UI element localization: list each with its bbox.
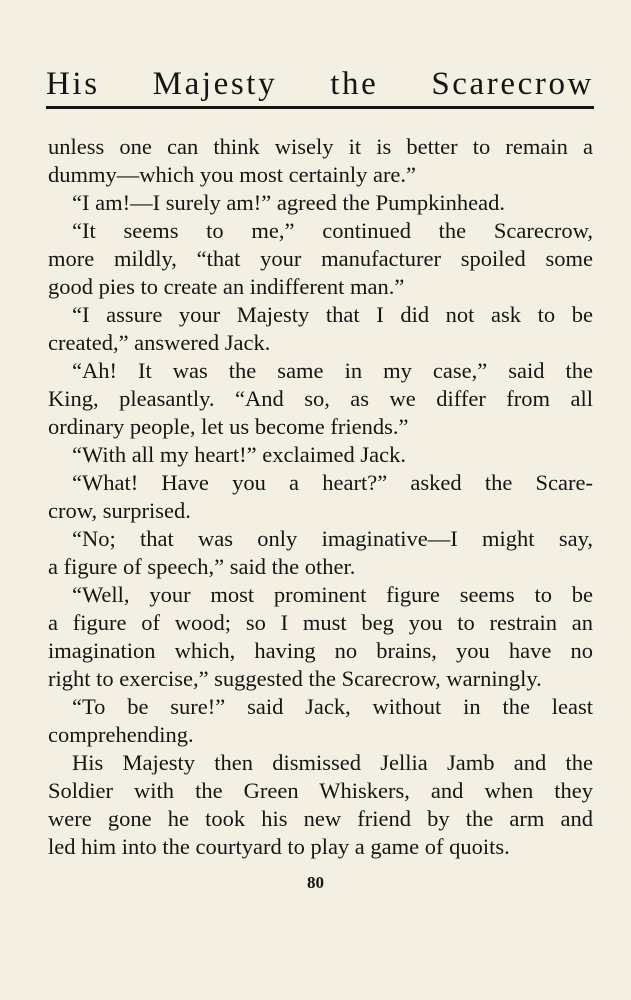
text-line: “Well, your most prominent figure seems to be — [72, 582, 593, 607]
text-line: “What! Have you a heart?” asked the Scare- — [72, 470, 593, 495]
text-line: unless one can think wisely it is better to remain a — [48, 134, 593, 159]
text-line: “It seems to me,” continued the Scarecrow, — [72, 218, 593, 243]
text-line: dummy—which you most certainly are.” — [48, 162, 417, 187]
text-line: ordinary people, let us become friends.” — [48, 414, 409, 439]
text-line: more mildly, “that your manufacturer spoiled some — [48, 246, 593, 271]
text-line: His Majesty then dismissed Jellia Jamb and the — [72, 750, 593, 775]
body-text — [48, 133, 593, 861]
text-line: a figure of wood; so I must beg you to restrain an — [48, 610, 593, 635]
text-line: “With all my heart!” exclaimed Jack. — [72, 442, 406, 467]
running-header — [46, 64, 596, 112]
text-line: “I am!—I surely am!” agreed the Pumpkinhead. — [72, 190, 505, 215]
text-line: created,” answered Jack. — [48, 330, 271, 355]
text-line: crow, surprised. — [48, 498, 191, 523]
text-line: “I assure your Majesty that I did not ask to be — [72, 302, 593, 327]
text-line: right to exercise,” suggested the Scarecrow, warningly. — [48, 666, 542, 691]
running-head-title: His Majesty the Scarecrow — [46, 66, 594, 102]
text-line: “Ah! It was the same in my case,” said the — [72, 358, 593, 383]
text-line: Soldier with the Green Whiskers, and when they — [48, 778, 593, 803]
text-line: led him into the courtyard to play a game of quoits. — [48, 834, 510, 859]
header-rule — [46, 106, 594, 109]
text-line: a figure of speech,” said the other. — [48, 554, 356, 579]
text-line: King, pleasantly. “And so, as we differ from all — [48, 386, 593, 411]
text-line: “To be sure!” said Jack, without in the least — [72, 694, 593, 719]
text-line: comprehending. — [48, 722, 194, 747]
text-line: good pies to create an indifferent man.” — [48, 274, 405, 299]
text-line: imagination which, having no brains, you have no — [48, 638, 593, 663]
text-line: were gone he took his new friend by the arm and — [48, 806, 593, 831]
page-number: 80 — [307, 873, 324, 892]
text-line: “No; that was only imaginative—I might say, — [72, 526, 593, 551]
